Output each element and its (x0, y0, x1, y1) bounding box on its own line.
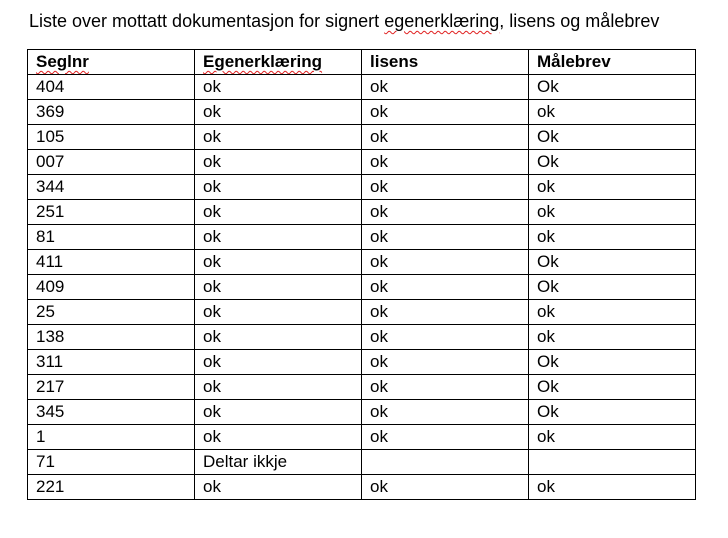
cell-seglnr: 251 (28, 200, 195, 225)
header-lisens: lisens (362, 50, 529, 75)
cell-malebrev: Ok (529, 150, 696, 175)
cell-egenerklaering: ok (195, 350, 362, 375)
cell-seglnr: 217 (28, 375, 195, 400)
cell-malebrev: Ok (529, 275, 696, 300)
cell-seglnr: 344 (28, 175, 195, 200)
cell-egenerklaering: ok (195, 400, 362, 425)
table-row (28, 200, 696, 225)
table-row (28, 125, 696, 150)
cell-egenerklaering: ok (195, 175, 362, 200)
table-row (28, 150, 696, 175)
documentation-table (27, 49, 696, 500)
cell-lisens: ok (362, 75, 529, 100)
cell-seglnr: 71 (28, 450, 195, 475)
title-text-spellchecked: egenerklæring (384, 11, 500, 31)
cell-egenerklaering: ok (195, 225, 362, 250)
cell-egenerklaering: ok (195, 100, 362, 125)
table-row (28, 425, 696, 450)
cell-lisens: ok (362, 100, 529, 125)
table-row (28, 275, 696, 300)
cell-lisens: ok (362, 200, 529, 225)
table-row (28, 250, 696, 275)
cell-seglnr: 409 (28, 275, 195, 300)
cell-seglnr: 105 (28, 125, 195, 150)
cell-malebrev (529, 450, 696, 475)
cell-egenerklaering: ok (195, 75, 362, 100)
cell-malebrev: ok (529, 425, 696, 450)
cell-egenerklaering: ok (195, 425, 362, 450)
cell-lisens: ok (362, 275, 529, 300)
table-row (28, 325, 696, 350)
cell-lisens (362, 450, 529, 475)
cell-lisens: ok (362, 300, 529, 325)
cell-malebrev: ok (529, 300, 696, 325)
title-text-end: , lisens og målebrev (499, 11, 660, 31)
cell-egenerklaering: ok (195, 200, 362, 225)
cell-malebrev: Ok (529, 75, 696, 100)
cell-egenerklaering: ok (195, 375, 362, 400)
cell-lisens: ok (362, 350, 529, 375)
cell-malebrev: ok (529, 325, 696, 350)
table-row (28, 375, 696, 400)
table-row (28, 100, 696, 125)
cell-malebrev: ok (529, 225, 696, 250)
cell-malebrev: Ok (529, 350, 696, 375)
cell-egenerklaering: ok (195, 275, 362, 300)
cell-egenerklaering: ok (195, 300, 362, 325)
table-row (28, 75, 696, 100)
cell-lisens: ok (362, 400, 529, 425)
cell-egenerklaering: ok (195, 325, 362, 350)
cell-lisens: ok (362, 175, 529, 200)
cell-egenerklaering: ok (195, 475, 362, 500)
cell-egenerklaering: Deltar ikkje (195, 450, 362, 475)
header-egenerklaering-text: Egenerklæring (203, 52, 323, 71)
cell-egenerklaering: ok (195, 250, 362, 275)
table-row (28, 475, 696, 500)
cell-lisens: ok (362, 375, 529, 400)
cell-malebrev: Ok (529, 375, 696, 400)
cell-seglnr: 138 (28, 325, 195, 350)
cell-malebrev: ok (529, 175, 696, 200)
cell-lisens: ok (362, 225, 529, 250)
cell-egenerklaering: ok (195, 150, 362, 175)
table-row (28, 400, 696, 425)
cell-seglnr: 411 (28, 250, 195, 275)
header-seglnr-text: Seglnr (36, 52, 89, 71)
cell-seglnr: 25 (28, 300, 195, 325)
cell-seglnr: 404 (28, 75, 195, 100)
title-text-start: Liste over mottatt dokumentasjon for signert (29, 11, 385, 31)
cell-seglnr: 345 (28, 400, 195, 425)
table-header-row (28, 50, 696, 75)
cell-seglnr: 007 (28, 150, 195, 175)
cell-seglnr: 221 (28, 475, 195, 500)
cell-malebrev: ok (529, 200, 696, 225)
table-row (28, 450, 696, 475)
table-row (28, 225, 696, 250)
cell-lisens: ok (362, 250, 529, 275)
cell-malebrev: Ok (529, 125, 696, 150)
cell-malebrev: ok (529, 475, 696, 500)
cell-lisens: ok (362, 475, 529, 500)
cell-lisens: ok (362, 325, 529, 350)
document-title (29, 9, 659, 33)
cell-malebrev: Ok (529, 400, 696, 425)
table-row (28, 300, 696, 325)
cell-seglnr: 81 (28, 225, 195, 250)
table-row (28, 175, 696, 200)
cell-malebrev: Ok (529, 250, 696, 275)
header-malebrev: Målebrev (529, 50, 696, 75)
cell-malebrev: ok (529, 100, 696, 125)
header-seglnr (28, 50, 195, 75)
cell-seglnr: 1 (28, 425, 195, 450)
cell-seglnr: 369 (28, 100, 195, 125)
cell-lisens: ok (362, 150, 529, 175)
table-row (28, 350, 696, 375)
cell-seglnr: 311 (28, 350, 195, 375)
cell-lisens: ok (362, 125, 529, 150)
table-body (28, 75, 696, 500)
cell-lisens: ok (362, 425, 529, 450)
header-egenerklaering (195, 50, 362, 75)
cell-egenerklaering: ok (195, 125, 362, 150)
